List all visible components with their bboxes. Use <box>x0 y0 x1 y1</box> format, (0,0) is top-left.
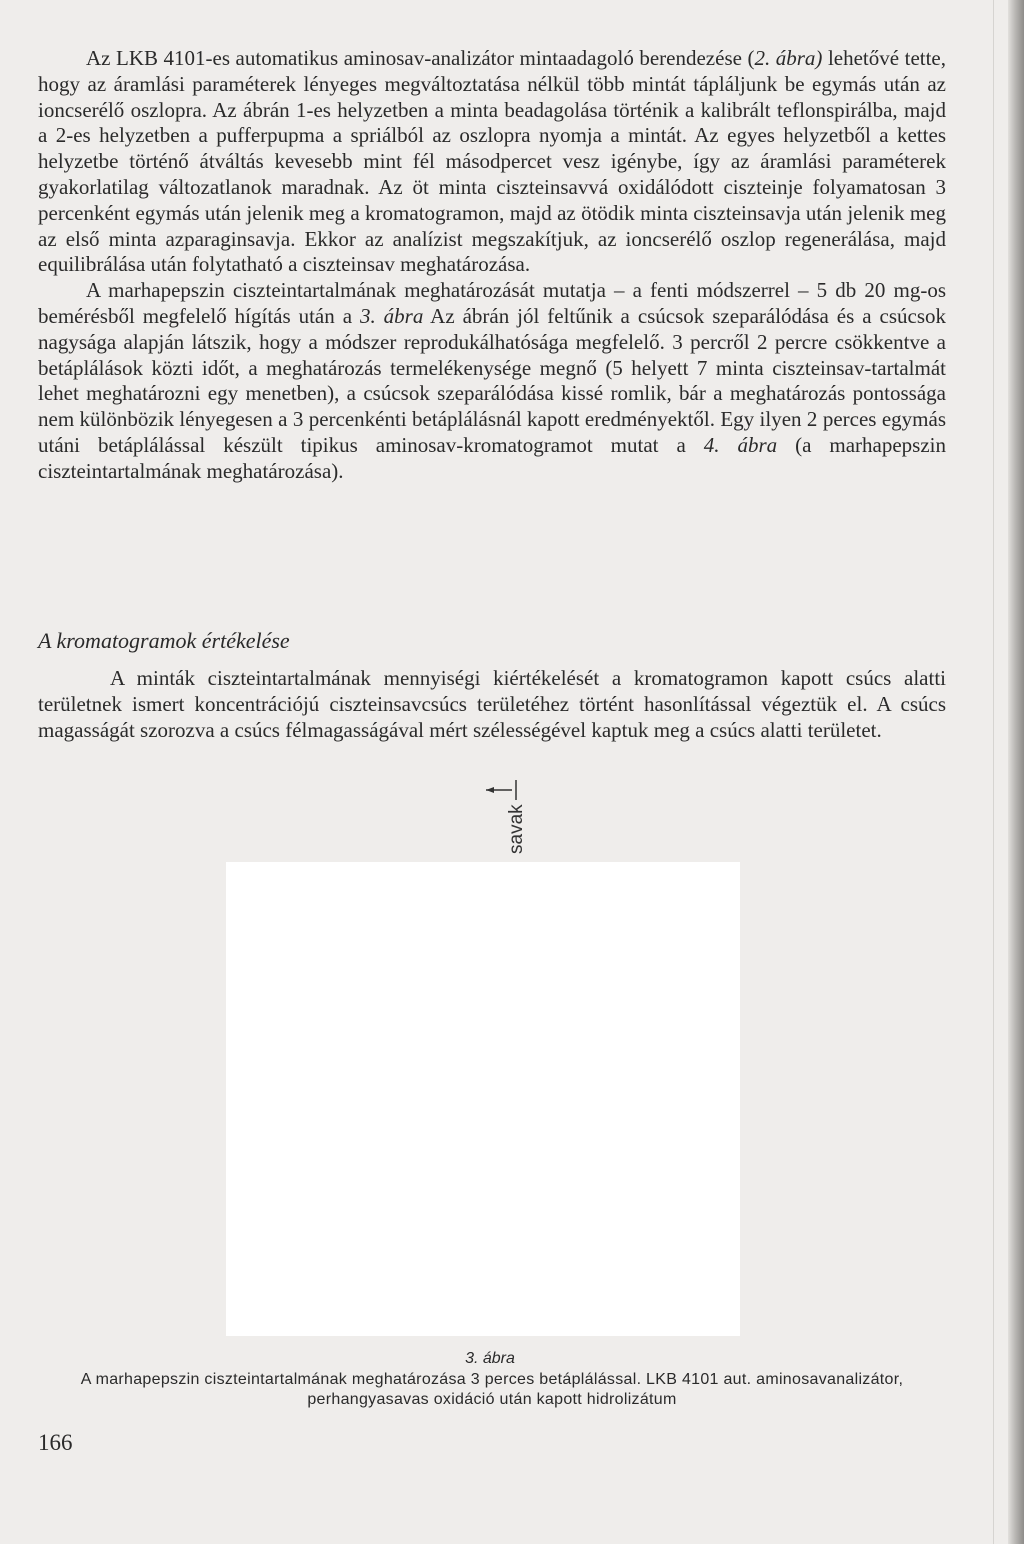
figure-caption: A marhapepszin ciszteintartalmának meghatározása 3 perces betáplálással. LKB 4101 aut. aminosavanalizátor, perhangyasavas oxidáció után kapott hidrolizátum <box>80 1371 904 1408</box>
paragraph-2-rest: Az ábrán jól feltűnik a csúcsok szeparálódása és a csúcsok nagysága alapján látszik, hogy a módszer reprodukálhatósága megfelelő. 3 percről 2 percre csökkentve a betáplálások közti időt, a meghatározás termelékenysége megnő (5 helyett 7 minta ciszteinsav-tartalmát lehet meghatározni egy menetben), a csúcsok szeparálódása kissé romlik, bár a meghatározás pontossága nem különbözik lényegesen a 3 percenkénti betáplálásnál kapott eredményektől. Egy ilyen 2 perces egymás utáni betáplálással készült tipikus aminosav-kromatogramot mutat a <box>38 303 946 457</box>
page-margin-line <box>993 0 994 1544</box>
figure-ref-2: 2. ábra) <box>754 46 823 70</box>
section-text <box>38 666 946 743</box>
arrow-head-icon <box>486 787 494 793</box>
section-heading: A kromatogramok értékelése <box>38 628 290 653</box>
axis-label-savak: savak <box>506 804 527 854</box>
figure-ref-4: 4. ábra <box>703 432 778 457</box>
figure-ref-3: 3. ábra <box>359 303 424 328</box>
paragraph-1-lead: Az LKB 4101-es automatikus aminosav-analizátor mintaadagoló berendezése ( <box>86 46 755 70</box>
paragraph-2-end: (a marhapepszin ciszteintartalmának meghatározása). <box>38 432 946 483</box>
body-text <box>38 46 946 485</box>
figure-number: 3. ábra <box>465 1350 515 1367</box>
page-number: 166 <box>38 1430 73 1455</box>
book-spine-shadow <box>1008 0 1024 1544</box>
paragraph-2 <box>38 278 946 484</box>
figure-chromatogram-placeholder <box>226 862 740 1336</box>
paragraph-1 <box>38 46 946 278</box>
paragraph-3: A minták ciszteintartalmának mennyiségi kiértékelését a kromatogramon kapott csúcs alatti területnek ismert koncentrációjú ciszteinsavcsúcs területéhez történt hasonlítással végeztük el. A csúcs magasságát szorozva a csúcs félmagasságával mért szélességével kaptuk meg a csúcs alatti területet. <box>38 666 946 742</box>
figure-axis-marker <box>478 778 538 858</box>
paragraph-1-rest: lehetővé tette, hogy az áramlási paraméterek lényeges megváltoztatása nélkül több mintát tápláljunk be egymás után az ioncserélő oszlopra. Az ábrán 1-es helyzetben a minta beadagolása történik a kalibrált teflonspirálba, majd a 2-es helyzetben a pufferpupma a spriálból az oszlopra nyomja a mintát. Az egyes helyzetből a kettes helyzetbe történő átváltás kevesebb mint fél másodpercet vesz igénybe, így az áramlási paraméterek gyakorlatilag változatlanok maradnak. Az öt minta ciszteinsavvá oxidálódott ciszteinje folyamatosan 3 percenként egymás után jelenik meg a kromatogramon, majd az ötödik minta ciszteinsavja után jelenik meg az első minta azparaginsavja. Ekkor az analízist megszakítjuk, az ioncserélő oszlop regenerálása, majd equilibrálása után folytatható a ciszteinsav meghatározása. <box>38 46 947 277</box>
paragraph-2-lead: A marhapepszin ciszteintartalmának meghatározását mutatja – a fenti módszerrel – 5 db 20 mg-os bemérésből megfelelő hígítás után a <box>38 278 946 328</box>
